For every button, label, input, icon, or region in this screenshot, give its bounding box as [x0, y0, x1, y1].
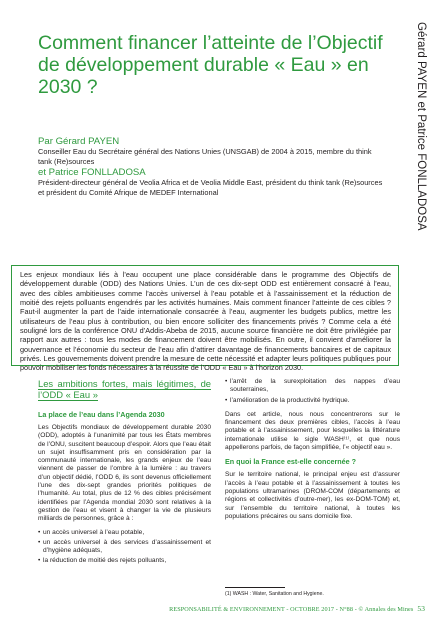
bullet-list-left [38, 529, 211, 566]
authors-block [38, 136, 386, 198]
author-name-payen: Par Gérard PAYEN [38, 136, 120, 147]
author-role-fonlladosa: Président-directeur général de Veolia Africa et de Veolia Middle East, président du think tank (Re)sources et président du Comité Afrique de MEDEF International [38, 178, 383, 197]
author-role-payen: Conseiller Eau du Secrétaire général des Nations Unies (UNSGAB) de 2004 à 2015, membre du think tank (Re)sources [38, 147, 372, 166]
list-item: • l’arrêt de la surexploitation des nappes d’eau souterraines, [225, 378, 400, 395]
section-title [38, 378, 211, 400]
article-title: Comment financer l’atteinte de l’Objectif de développement durable « Eau » en 2030 ? [38, 32, 383, 98]
list-item: • un accès universel à des services d’assainissement et d’hygiène adéquats, [38, 539, 211, 556]
section-title-text: Les ambitions fortes, mais légitimes, de l’ODD « Eau » [38, 378, 211, 400]
list-item: • un accès universel à l’eau potable, [38, 529, 211, 537]
paragraph-intro: Les Objectifs mondiaux de développement durable 2030 (ODD), adoptés à l’unanimité par tous les États membres de l’ONU, suscitent beaucoup d’espoir. Alors que l’eau était un sujet insuffisamment pris en considération par la communauté internationale, les grands enjeux de l’eau viennent de passer de l’ombre à la lumière : au travers d’un objectif dédié, l’ODD 6, ils sont devenus officiellement l’une des dix-sept grandes priorités politiques de l’humanité. Au total, plus de 12 % des cibles précisément identifiées par l’Agenda mondial 2030 sont relatives à la gestion de l’eau et visent à changer la vie de plusieurs milliards de personnes, grâce à : [38, 424, 212, 523]
paragraph-france: Sur le territoire national, le principal enjeu est d’assurer l’accès à l’eau potable et à l’assainissement à toutes les populations ultramarines (DROM-COM (départements et régions et collectivités d’outre-mer), les ex-DOM-TOM) et, sur l’ensemble du territoire national, à toutes les populations précaires ou sans domicile fixe. [225, 471, 400, 520]
footnote-divider [225, 587, 285, 588]
abstract-text: Les enjeux mondiaux liés à l’eau occupent une place considérable dans le programme des Objectifs de développement durable (ODD) des Nations Unies. L’un de ces dix-sept ODD est entièrement consacré à l’eau, avec des cibles ambitieuses comme l’accès universel à l’eau potable et à l’assainissement et la réduction de moitié des rejets polluants engendrés par les activités humaines. Mais comment financer l’atteinte de ces cibles ? Faut-il augmenter la part de l’aide internationale consacrée à l’eau, augmenter les budgets publics, mettre les utilisateurs de l’eau plus à contribution, ou bien encore solliciter des financements privés ? Comme cela a été souligné lors de la conférence ONU d’Addis-Abeba de 2015, aucune source financière ne doit être privilégiée par rapport aux autres : tous les modes de financement doivent être mobilisés. En outre, il convient d’améliorer la gouvernance et l’économie du secteur de l’eau afin d’attirer davantage de financements bancaires et de capitaux privés. Les gouvernements doivent prendre la mesure de cette nécessité et adapter leurs politiques publiques pour pouvoir mobiliser les fonds nécessaires à la réussite de l’ODD « Eau » à l’horizon 2030. [20, 270, 391, 373]
page-footer [0, 604, 425, 613]
left-column [38, 378, 211, 568]
list-item: • l’amélioration de la productivité hydrique. [225, 397, 400, 405]
right-column [225, 378, 400, 526]
page-number: 53 [417, 604, 425, 613]
footer-text: RESPONSABILITÉ & ENVIRONNEMENT - OCTOBRE 2017 - N°88 - © Annales des Mines [169, 606, 414, 613]
side-author-banner [413, 22, 433, 392]
abstract-box [11, 265, 399, 373]
subhead-agenda: La place de l’eau dans l’Agenda 2030 [38, 410, 165, 419]
footnote: (1) WASH : Water, Sanitation and Hygiene. [225, 591, 324, 597]
subhead-france: En quoi la France est-elle concernée ? [225, 457, 357, 467]
author-name-fonlladosa: et Patrice FONLLADOSA [38, 167, 146, 179]
side-author-text: Gérard PAYEN et Patrice FONLLADOSA [415, 22, 427, 231]
list-item: • la réduction de moitié des rejets polluants, [38, 557, 211, 565]
paragraph-wash: Dans cet article, nous nous concentrerons sur le financement des deux premières cibles, l’accès à l’eau potable et à l’assainissement, pour lesquelles la littérature internationale utilise le sigle WASH⁽¹⁾, et que nous appellerons parfois, de façon simplifiée, l’« objectif eau ». [225, 410, 400, 452]
bullet-list-right [225, 378, 400, 405]
